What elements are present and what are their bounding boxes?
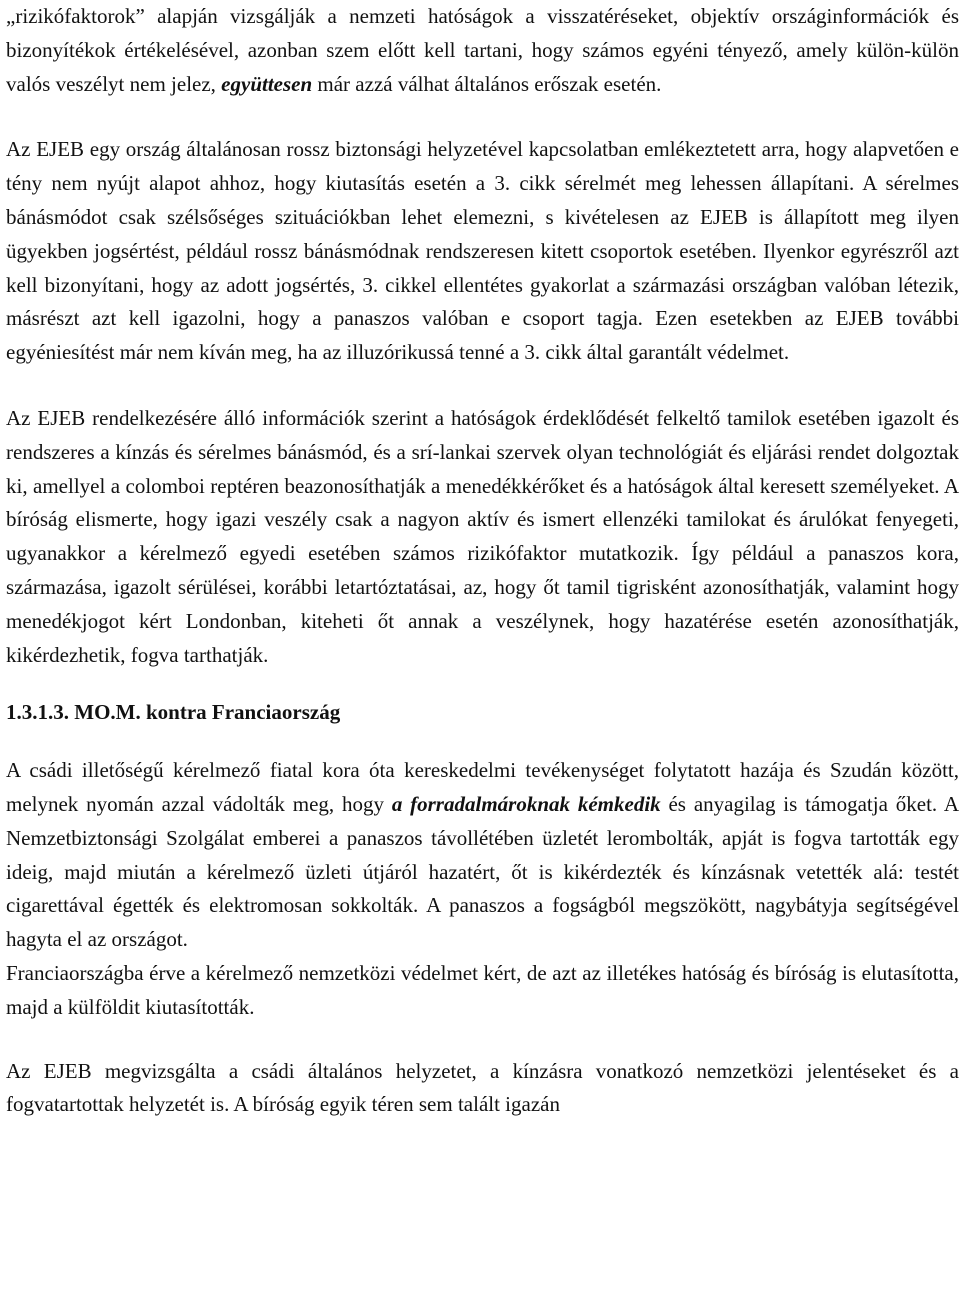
paragraph-chad-applicant	[6, 754, 959, 957]
emphasis-text: a forradalmároknak kémkedik	[391, 791, 661, 816]
paragraph-tamil-case: Az EJEB rendelkezésére álló információk szerint a hatóságok érdeklődését felkeltő tamilok esetében igazolt és rendszeres a kínzás és sérelmes bánásmód, és a srí-lankai szervek olyan technológiát és eljárási rendet dolgoztak ki, amellyel a colomboi reptéren beazonosíthatják a menedékkérőket és a hatóságok által keresett személyeket. A bíróság elismerte, hogy igazi veszély csak a nagyon aktív és ismert ellenzéki tamilokat és árulókat fenyegeti, ugyanakkor a kérelmező egyedi esetében számos rizikófaktor mutatkozik. Így például a panaszos kora, származása, igazolt sérülései, korábbi letartóztatásai, az, hogy őt tamil tigrisként azonosíthatják, valamint hogy menedékjogot kért Londonban, kiteheti őt annak a veszélynek, hogy hazatérése esetén azonosíthatják, kikérdezhetik, fogva tarthatják.	[6, 405, 959, 667]
paragraph-france-request: Franciaországba érve a kérelmező nemzetközi védelmet kért, de azt az illetékes hatóság és bíróság is elutasította, majd a külföldit kiutasították.	[6, 960, 959, 1019]
paragraph-court-review: Az EJEB megvizsgálta a csádi általános helyzetet, a kínzásra vonatkozó nemzetközi jelentéseket és a fogvatartottak helyzetét is. A bíróság egyik téren sem talált igazán	[6, 1058, 959, 1117]
paragraph-text: A csádi illetőségű kérelmező fiatal kora óta kereskedelmi tevékenységet folytatott hazája és Szudán között, melynek nyomán azzal vádolták meg, hogy	[6, 758, 959, 816]
paragraph-security-situation: Az EJEB egy ország általánosan rossz biztonsági helyzetével kapcsolatban emlékeztetett arra, hogy alapvetően e tény nem nyújt alapot ahhoz, hogy kiutasítás esetén a 3. cikk sérelmét meg lehessen állapítani. A sérelmes bánásmódot csak szélsőséges szituációkban lehet elemezni, s kivételesen az EJEB is állapított meg ilyen ügyekben jogsértést, például rossz bánásmódnak rendszeresen kitett csoportok esetében. Ilyenkor egyrészről azt kell bizonyítani, hogy az adott jogsértés, 3. cikkel ellentétes gyakorlat a származási országban valóban létezik, másrészt azt kell igazolni, hogy a panaszos valóban e csoport tagja. Ezen esetekben az EJEB további egyéniesítést már nem kíván meg, ha az illuzórikussá tenné a 3. cikk által garantált védelmet.	[6, 137, 959, 365]
paragraph-text: már azzá válhat általános erőszak esetén.	[312, 71, 662, 96]
document-page	[6, 0, 959, 1122]
paragraph-text: „rizikófaktorok” alapján vizsgálják a nemzeti hatóságok a visszatéréseket, objektív országinformációk és bizonyítékok értékelésével, azonban szem előtt kell tartani, hogy számos egyéni tényező, amely külön-külön valós veszélyt nem jelez,	[6, 4, 959, 96]
emphasis-text: együttesen	[221, 71, 313, 96]
paragraph-risk-factors	[6, 0, 959, 101]
paragraph-text: és anyagilag is támogatja őket. A Nemzetbiztonsági Szolgálat emberei a panaszos távollétében üzletét lerombolták, apját is fogva tartották egy ideig, majd miután a kérelmező üzleti útjáról hazatért, őt is kikérdezték és kínzásnak vetették alá: testét cigarettával égették és elektromosan sokkolták. A panaszos a fogságból megszökött, nagybátyja segítségével hagyta el az országot.	[6, 791, 960, 952]
section-heading: 1.3.1.3. MO.M. kontra Franciaország	[6, 700, 341, 725]
